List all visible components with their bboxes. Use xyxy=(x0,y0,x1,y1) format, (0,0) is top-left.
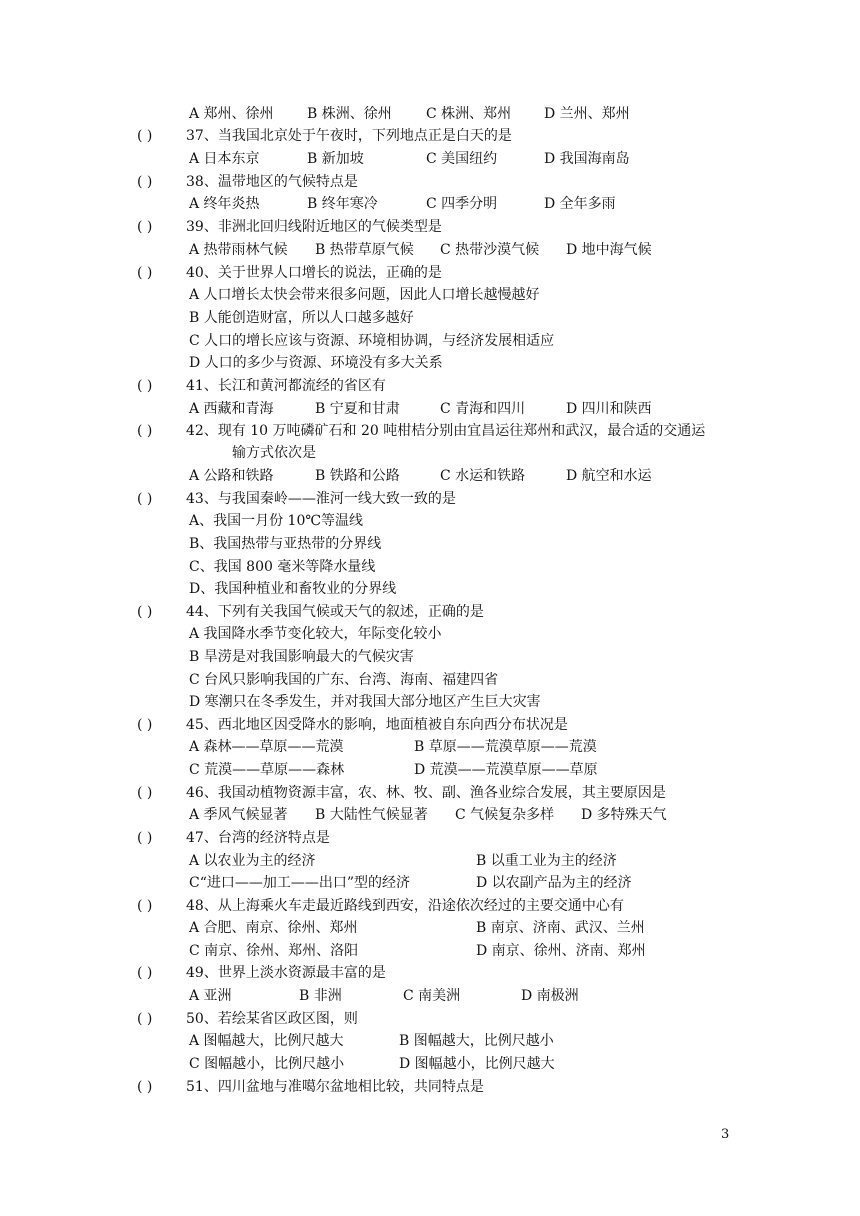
option-d: D 多特殊天气 xyxy=(581,807,667,823)
answer-blank: ( ) xyxy=(137,717,153,733)
option-a: A 亚洲 xyxy=(189,988,232,1004)
question-text: 45、西北地区因受降水的影响，地面植被自东向西分布状况是 xyxy=(186,717,568,733)
option-c: C 四季分明 xyxy=(426,196,498,212)
option-c: C 图幅越小，比例尺越小 xyxy=(189,1056,345,1072)
option-d: D 四川和陕西 xyxy=(566,401,652,417)
answer-blank: ( ) xyxy=(137,174,153,190)
answer-blank: ( ) xyxy=(137,265,153,281)
question-text: 46、我国动植物资源丰富，农、林、牧、副、渔各业综合发展，其主要原因是 xyxy=(186,785,666,801)
option-b: B 终年寒冷 xyxy=(307,196,378,212)
option-d: D 地中海气候 xyxy=(566,242,652,258)
option-c: C 气候复杂多样 xyxy=(455,807,555,823)
question-text-continued: 输方式依次是 xyxy=(232,445,316,461)
option-c: C、我国 800 毫米等降水量线 xyxy=(189,559,376,575)
option-d: D 寒潮只在冬季发生，并对我国大部分地区产生巨大灾害 xyxy=(189,694,541,710)
option-d: D 兰州、郑州 xyxy=(544,106,630,122)
option-b: B 草原——荒漠草原——荒漠 xyxy=(414,739,597,755)
answer-blank: ( ) xyxy=(137,785,153,801)
option-b: B 铁路和公路 xyxy=(315,468,400,484)
option-c: C 热带沙漠气候 xyxy=(440,242,540,258)
question-text: 48、从上海乘火车走最近路线到西安，沿途依次经过的主要交通中心有 xyxy=(186,898,624,914)
option-c: C 株洲、郑州 xyxy=(426,106,512,122)
option-d: D 我国海南岛 xyxy=(544,151,630,167)
answer-blank: ( ) xyxy=(137,423,153,439)
question-text: 37、当我国北京处于午夜时，下列地点正是白天的是 xyxy=(186,128,512,144)
option-c: C 南美洲 xyxy=(403,988,461,1004)
option-b: B 旱涝是对我国影响最大的气候灾害 xyxy=(189,649,414,665)
option-a: A 森林——草原——荒漠 xyxy=(189,739,344,755)
question-text: 40、关于世界人口增长的说法，正确的是 xyxy=(186,265,442,281)
option-b: B 以重工业为主的经济 xyxy=(476,853,617,869)
option-a: A 终年炎热 xyxy=(189,196,260,212)
option-c: C“进口——加工——出口”型的经济 xyxy=(189,875,411,891)
option-a: A 季风气候显著 xyxy=(189,807,288,823)
answer-blank: ( ) xyxy=(137,128,153,144)
option-a: A 以农业为主的经济 xyxy=(189,853,316,869)
option-b: B 热带草原气候 xyxy=(315,242,414,258)
option-c: C 青海和四川 xyxy=(440,401,526,417)
answer-blank: ( ) xyxy=(137,1011,153,1027)
option-d: D 以农副产品为主的经济 xyxy=(476,875,632,891)
option-b: B 新加坡 xyxy=(307,151,364,167)
option-b: B 人能创造财富，所以人口越多越好 xyxy=(189,310,414,326)
question-text: 38、温带地区的气候特点是 xyxy=(186,174,358,190)
option-c: C 台风只影响我国的广东、台湾、海南、福建四省 xyxy=(189,672,499,688)
answer-blank: ( ) xyxy=(137,219,153,235)
option-c: C 人口的增长应该与资源、环境相协调，与经济发展相适应 xyxy=(189,333,555,349)
option-b: B 株洲、徐州 xyxy=(307,106,392,122)
option-a: A 热带雨林气候 xyxy=(189,242,288,258)
question-text: 43、与我国秦岭——淮河一线大致一致的是 xyxy=(186,491,456,507)
question-text: 42、现有 10 万吨磷矿石和 20 吨柑桔分别由宜昌运往郑州和武汉，最合适的交通运 xyxy=(186,423,706,439)
option-a: A 公路和铁路 xyxy=(189,468,274,484)
question-text: 47、台湾的经济特点是 xyxy=(186,830,330,846)
option-b: B 图幅越大，比例尺越小 xyxy=(399,1033,554,1049)
answer-blank: ( ) xyxy=(137,1079,153,1095)
option-d: D 人口的多少与资源、环境没有多大关系 xyxy=(189,355,443,371)
option-d: D 航空和水运 xyxy=(566,468,652,484)
option-b: B 非洲 xyxy=(299,988,342,1004)
option-d: D 图幅越小，比例尺越大 xyxy=(399,1056,555,1072)
option-a: A 图幅越大，比例尺越大 xyxy=(189,1033,344,1049)
option-b: B 大陆性气候显著 xyxy=(315,807,428,823)
option-b: B、我国热带与亚热带的分界线 xyxy=(189,536,382,552)
option-d: D 南京、徐州、济南、郑州 xyxy=(476,943,646,959)
answer-blank: ( ) xyxy=(137,965,153,981)
option-c: C 南京、徐州、郑州、洛阳 xyxy=(189,943,359,959)
answer-blank: ( ) xyxy=(137,830,153,846)
answer-blank: ( ) xyxy=(137,604,153,620)
option-c: C 荒漠——草原——森林 xyxy=(189,762,345,778)
option-b: B 南京、济南、武汉、兰州 xyxy=(476,920,645,936)
answer-blank: ( ) xyxy=(137,378,153,394)
option-c: C 水运和铁路 xyxy=(440,468,526,484)
option-a: A 合肥、南京、徐州、郑州 xyxy=(189,920,358,936)
option-d: D 荒漠——荒漠草原——草原 xyxy=(414,762,598,778)
option-d: D、我国种植业和畜牧业的分界线 xyxy=(189,581,397,597)
question-text: 39、非洲北回归线附近地区的气候类型是 xyxy=(186,219,442,235)
page-number: 3 xyxy=(721,1127,730,1142)
question-text: 51、四川盆地与准噶尔盆地相比较，共同特点是 xyxy=(186,1079,484,1095)
option-a: A、我国一月份 10℃等温线 xyxy=(189,513,364,529)
option-d: D 南极洲 xyxy=(521,988,579,1004)
question-text: 49、世界上淡水资源最丰富的是 xyxy=(186,965,386,981)
answer-blank: ( ) xyxy=(137,491,153,507)
option-c: C 美国纽约 xyxy=(426,151,498,167)
option-b: B 宁夏和甘肃 xyxy=(315,401,400,417)
question-text: 41、长江和黄河都流经的省区有 xyxy=(186,378,386,394)
option-d: D 全年多雨 xyxy=(544,196,616,212)
question-text: 50、若绘某省区政区图，则 xyxy=(186,1011,358,1027)
option-a: A 郑州、徐州 xyxy=(189,106,274,122)
question-text: 44、下列有关我国气候或天气的叙述，正确的是 xyxy=(186,604,484,620)
option-a: A 我国降水季节变化较大，年际变化较小 xyxy=(189,626,442,642)
option-a: A 人口增长太快会带来很多问题，因此人口增长越慢越好 xyxy=(189,287,540,303)
option-a: A 日本东京 xyxy=(189,151,260,167)
option-a: A 西藏和青海 xyxy=(189,401,274,417)
answer-blank: ( ) xyxy=(137,898,153,914)
